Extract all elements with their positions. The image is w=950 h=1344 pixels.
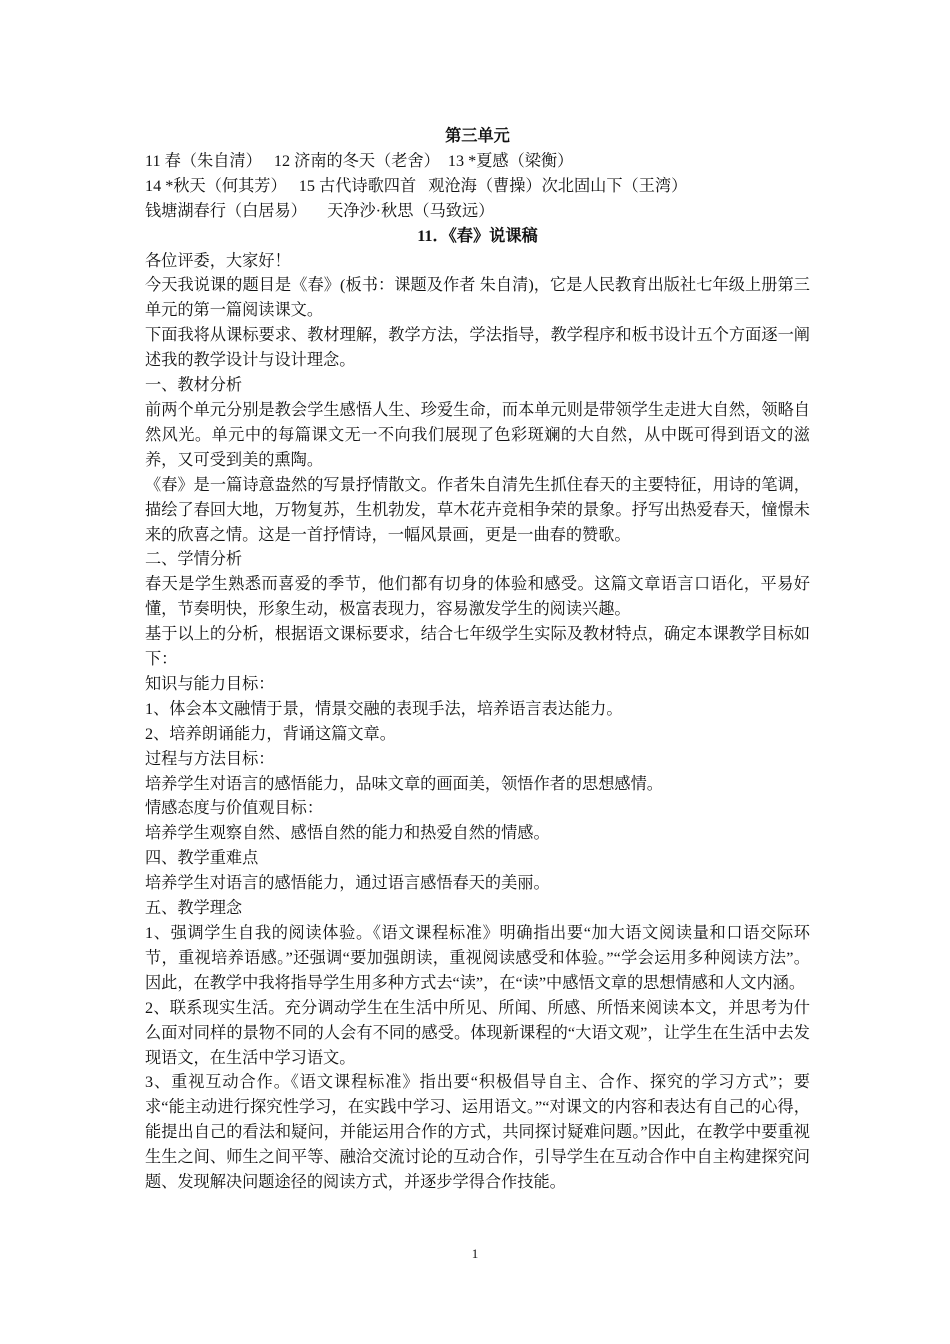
toc-line: 14 *秋天（何其芳） 15 古代诗歌四首 观沧海（曹操）次北固山下（王湾） [145,176,688,195]
toc-line: 11 春（朱自清） 12 济南的冬天（老舍） 13 *夏感（梁衡） [145,151,574,170]
paragraph: 四、教学重难点 [145,849,259,868]
paragraph: 五、教学理念 [145,899,243,918]
paragraph: 培养学生对语言的感悟能力，品味文章的画面美，领悟作者的思想感情。 [145,774,663,793]
paragraph: 1、体会本文融情于景，情景交融的表现手法，培养语言表达能力。 [145,699,623,718]
paragraph: 知识与能力目标： [145,674,275,693]
paragraph: 1、强调学生自我的阅读体验。《语文课程标准》明确指出要“加大语文阅读量和口语交际环节，重视培养语感。”还强调“要加强朗读，重视阅读感受和体验。”“学会运用多种阅读方法”。因此，在教学中我将指导学生用多种方式去“读”，在“读”中感悟文章的思想情感和人文内涵。 [145,924,810,992]
paragraph: 春天是学生熟悉而喜爱的季节，他们都有切身的体验和感受。这篇文章语言口语化，平易好懂，节奏明快，形象生动，极富表现力，容易激发学生的阅读兴趣。 [145,575,810,619]
paragraph: 各位评委，大家好！ [145,251,291,270]
document-page [145,124,810,1195]
page-number: 1 [471,1246,479,1261]
paragraph: 一、教材分析 [145,376,243,395]
paragraph: 2、联系现实生活。充分调动学生在生活中所见、所闻、所感、所悟来阅读本文，并思考为什么面对同样的景物不同的人会有不同的感受。体现新课程的“大语文观”，让学生在生活中去发现语文，在生活中学习语文。 [145,998,810,1067]
paragraph: 前两个单元分别是教会学生感悟人生、珍爱生命，而本单元则是带领学生走进大自然，领略自然风光。单元中的每篇课文无一不向我们展现了色彩斑斓的大自然，从中既可得到语文的滋养，又可受到美的熏陶。 [145,400,810,469]
document-title: 11．《春》说课稿 [417,226,538,245]
paragraph: 今天我说课的题目是《春》(板书：课题及作者 朱自清)，它是人民教育出版社七年级上册第三单元的第一篇阅读课文。 [145,276,810,320]
paragraph: 情感态度与价值观目标： [145,799,324,818]
unit-title: 第三单元 [445,127,510,145]
paragraph: 培养学生观察自然、感悟自然的能力和热爱自然的情感。 [145,824,550,843]
paragraph: 2、培养朗诵能力，背诵这篇文章。 [145,724,396,743]
paragraph: 培养学生对语言的感悟能力，通过语言感悟春天的美丽。 [145,874,550,893]
paragraph: 过程与方法目标： [145,749,275,768]
body-text [145,249,810,1195]
paragraph: 下面我将从课标要求、教材理解，教学方法，学法指导，教学程序和板书设计五个方面逐一阐述我的教学设计与设计理念。 [145,326,810,370]
paragraph: 二、学情分析 [145,550,243,569]
paragraph: 3、重视互动合作。《语文课程标准》指出要“积极倡导自主、合作、探究的学习方式”；要求“能主动进行探究性学习，在实践中学习、运用语文。”“对课文的内容和表达有自己的心得，能提出自己的看法和疑问，并能运用合作的方式，共同探讨疑难问题。”因此，在教学中要重视生生之间、师生之间平等、融洽交流讨论的互动合作，引导学生在互动合作中自主构建探究问题、发现解决问题途径的阅读方式，并逐步学得合作技能。 [145,1073,810,1192]
paragraph: 《春》是一篇诗意盎然的写景抒情散文。作者朱自清先生抓住春天的主要特征，用诗的笔调，描绘了春回大地，万物复苏，生机勃发，草木花卉竞相争荣的景象。抒写出热爱春天，憧憬未来的欣喜之情。这是一首抒情诗，一幅风景画，更是一曲春的赞歌。 [145,475,810,544]
toc-line: 钱塘湖春行（白居易） 天净沙·秋思（马致远） [145,201,495,220]
paragraph: 基于以上的分析，根据语文课标要求，结合七年级学生实际及教材特点，确定本课教学目标如下： [145,625,810,669]
